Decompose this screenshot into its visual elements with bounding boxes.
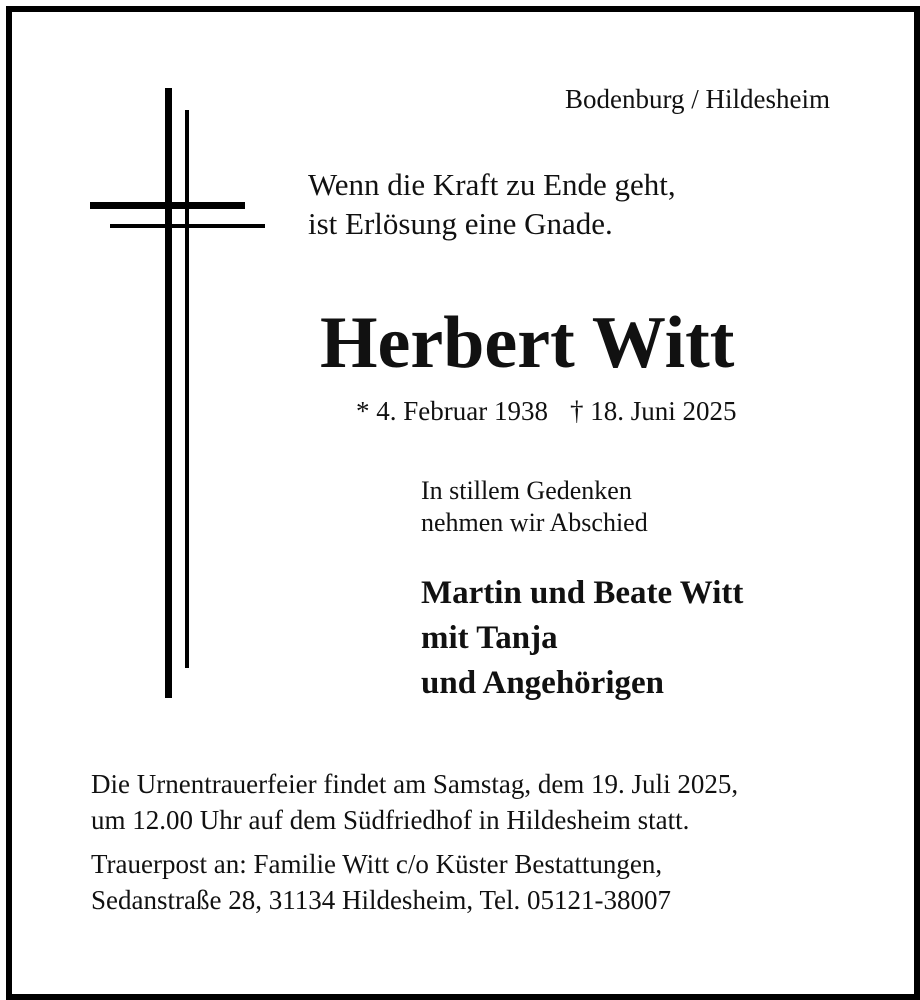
motto-line-1: Wenn die Kraft zu Ende geht, [308, 167, 676, 202]
cross-main-horizontal [90, 202, 245, 209]
mourners [421, 571, 743, 706]
ceremony-line-2: um 12.00 Uhr auf dem Südfriedhof in Hildesheim statt. [91, 805, 690, 835]
cross-thin-vertical [185, 110, 189, 668]
farewell-line-1: In stillem Gedenken [421, 476, 632, 505]
deceased-name: Herbert Witt [320, 302, 735, 384]
mourners-line-3: und Angehörigen [421, 665, 664, 701]
mourners-line-2: mit Tanja [421, 620, 558, 656]
motto-line-2: ist Erlösung eine Gnade. [308, 206, 613, 241]
ceremony-info [91, 766, 738, 838]
condolence-address [91, 846, 671, 918]
farewell-line-2: nehmen wir Abschied [421, 508, 648, 537]
birth-date: * 4. Februar 1938 [356, 396, 548, 426]
location: Bodenburg / Hildesheim [565, 84, 830, 114]
ceremony-line-1: Die Urnentrauerfeier findet am Samstag, dem 19. Juli 2025, [91, 769, 739, 799]
address-line-1: Trauerpost an: Familie Witt c/o Küster Bestattungen, [91, 849, 663, 879]
cross-main-vertical [165, 88, 172, 698]
mourners-line-1: Martin und Beate Witt [421, 575, 744, 611]
life-dates [356, 398, 736, 425]
death-date: † 18. Juni 2025 [569, 396, 737, 426]
address-line-2: Sedanstraße 28, 31134 Hildesheim, Tel. 05121-38007 [91, 885, 672, 915]
motto [308, 165, 676, 243]
farewell-text [421, 475, 648, 539]
cross-thin-horizontal [110, 224, 265, 228]
